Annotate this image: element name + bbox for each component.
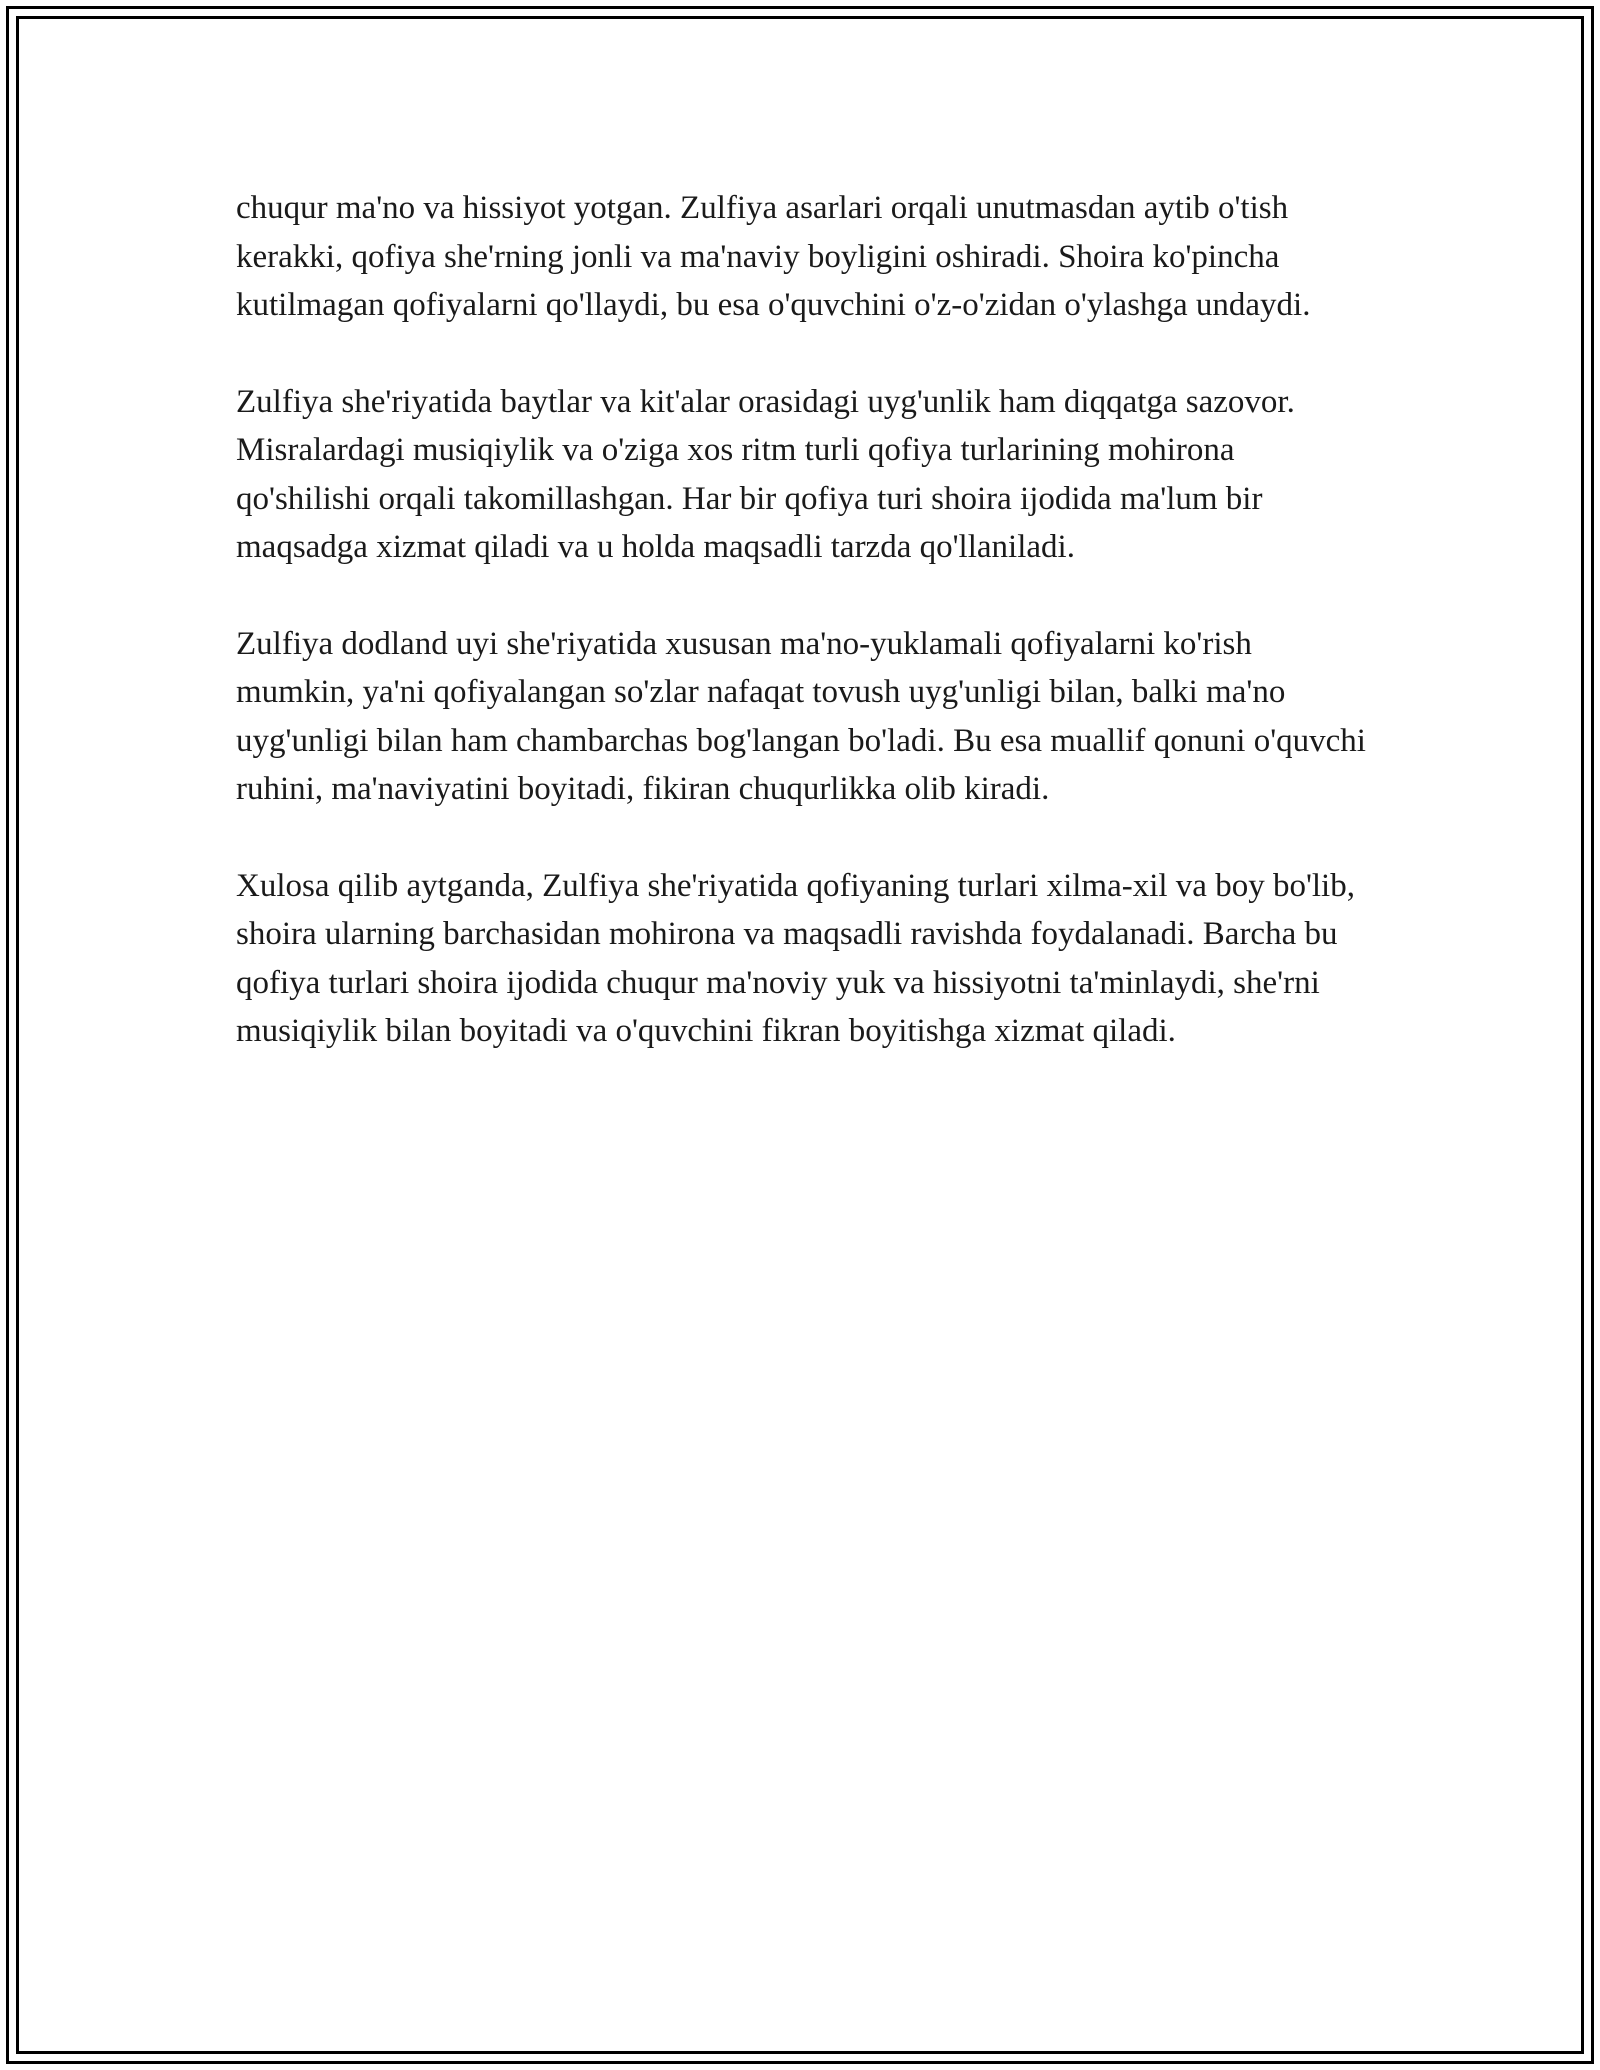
document-body [236,184,1376,1104]
paragraph-2: Zulfiya she'riyatida baytlar va kit'alar orasidagi uyg'unlik ham diqqatga sazovor. Misralardagi musiqiylik va o'ziga xos ritm turli qofiya turlarining mohirona qo'shilishi orqali takomillashgan. Har bir qofiya turi shoira ijodida ma'lum bir maqsadga xizmat qiladi va u holda maqsadli tarzda qo'llaniladi. [236,383,1295,565]
paragraph-1: chuqur ma'no va hissiyot yotgan. Zulfiya asarlari orqali unutmasdan aytib o'tish kerakki, qofiya she'rning jonli va ma'naviy boyligini oshiradi. Shoira ko'pincha kutilmagan qofiyalarni qo'llaydi, bu esa o'quvchini o'z-o'zidan o'ylashga undaydi. [236,190,1311,323]
paragraph-3: Zulfiya dodland uyi she'riyatida xususan ma'no-yuklamali qofiyalarni ko'rish mumkin, ya'ni qofiyalangan so'zlar nafaqat tovush uyg'unligi bilan, balki ma'no uyg'unligi bilan ham chambarchas bog'langan bo'ladi. Bu esa muallif qonuni o'quvchi ruhini, ma'naviyatini boyitadi, fikiran chuqurlikka olib kiradi. [236,625,1366,807]
paragraph-4: Xulosa qilib aytganda, Zulfiya she'riyatida qofiyaning turlari xilma-xil va boy bo'lib, shoira ularning barchasidan mohirona va maqsadli ravishda foydalanadi. Barcha bu qofiya turlari shoira ijodida chuqur ma'noviy yuk va hissiyotni ta'minlaydi, she'rni musiqiylik bilan boyitadi va o'quvchini fikran boyitishga xizmat qiladi. [236,867,1355,1049]
